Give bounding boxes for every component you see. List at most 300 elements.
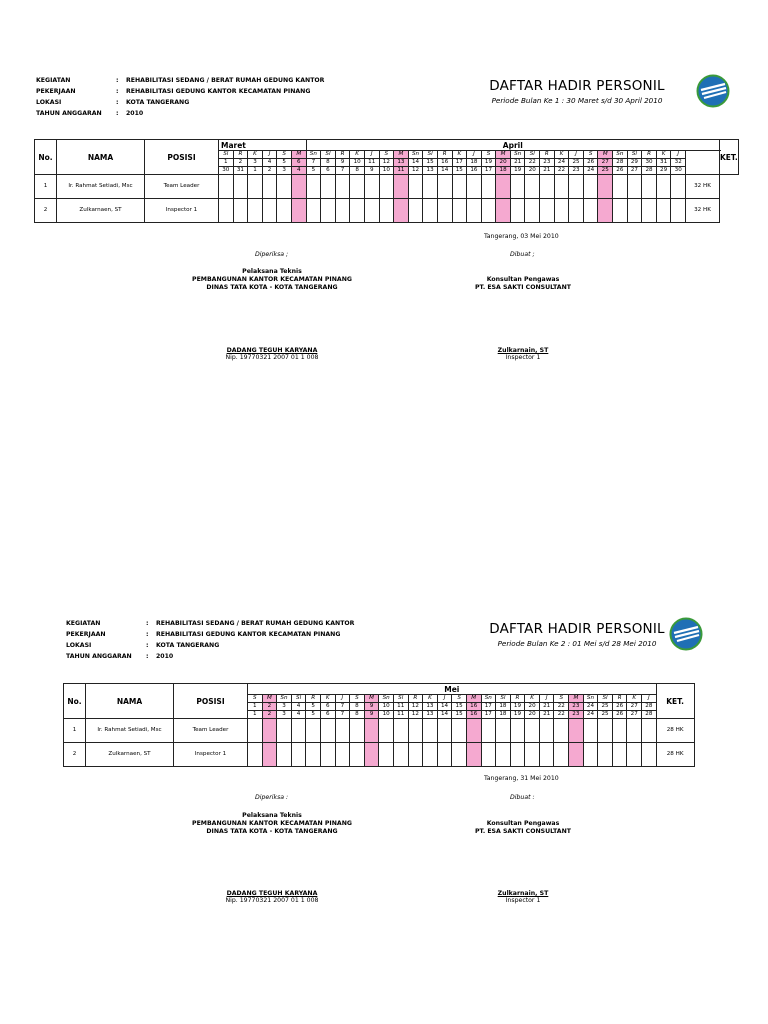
personnel-ket: 28 HK (656, 743, 694, 767)
kegiatan-value: REHABILITASI SEDANG / BERAT RUMAH GEDUNG KANTOR (126, 77, 325, 84)
attendance-cell (612, 719, 627, 743)
attendance-cell (291, 719, 306, 743)
pelaksana-nip: Nip. 19770321 2007 01 1 008 (225, 354, 319, 361)
pekerjaan-label: PEKERJAAN (66, 631, 106, 638)
date-cell: 13 (423, 711, 438, 719)
project-info (66, 618, 354, 662)
attendance-cell (569, 719, 584, 743)
day-name-cell: R (233, 151, 248, 159)
date-cell: 18 (496, 167, 511, 175)
day-name-cell: Sn (379, 695, 394, 703)
dibuat-label: Dibuat ; (510, 251, 535, 258)
pelaksana-project: PEMBANGUNAN KANTOR KECAMATAN PINANG (192, 820, 352, 827)
date-cell: 5 (306, 167, 321, 175)
colon: : (116, 88, 119, 95)
date-cell: 14 (437, 167, 452, 175)
tahun-label: TAHUN ANGGARAN (36, 110, 102, 117)
attendance-cell (320, 719, 335, 743)
tahun-value: 2010 (156, 653, 174, 660)
diperiksa-label: Diperiksa : (255, 794, 289, 801)
attendance-cell (350, 719, 365, 743)
place-date: Tangerang, 03 Mei 2010 (484, 233, 559, 240)
attendance-cell (613, 175, 628, 199)
colon: : (116, 77, 119, 84)
konsultan-company: PT. ESA SAKTI CONSULTANT (475, 828, 571, 835)
personnel-row (35, 175, 739, 199)
date-cell: 18 (467, 159, 482, 167)
attendance-cell (306, 199, 321, 223)
date-cell: 4 (262, 159, 277, 167)
personnel-posisi: Inspector 1 (174, 743, 248, 767)
attendance-cell (350, 175, 365, 199)
personnel-row (35, 199, 739, 223)
date-cell: 9 (364, 711, 379, 719)
attendance-cell (627, 199, 642, 223)
pekerjaan-label: PEKERJAAN (36, 88, 76, 95)
attendance-cell (423, 199, 438, 223)
day-name-cell: S (583, 151, 598, 159)
no-header: No. (35, 140, 57, 175)
lokasi-value: KOTA TANGERANG (156, 642, 220, 649)
attendance-cell (540, 175, 555, 199)
konsultan-name: Zulkarnain, ST (497, 347, 549, 354)
attendance-cell (350, 743, 365, 767)
date-cell: 23 (569, 711, 584, 719)
lokasi-label: LOKASI (66, 642, 92, 649)
date-cell: 16 (466, 703, 481, 711)
attendance-cell (452, 719, 467, 743)
day-name-cell: Sl (219, 151, 234, 159)
day-name-cell: K (452, 151, 467, 159)
attendance-cell (642, 175, 657, 199)
attendance-cell (613, 199, 628, 223)
attendance-table-2 (63, 683, 695, 767)
attendance-cell (510, 719, 525, 743)
project-info (36, 75, 324, 119)
attendance-cell (467, 175, 482, 199)
date-cell: 7 (335, 167, 350, 175)
date-cell: 25 (569, 159, 584, 167)
pelaksana-name: DADANG TEGUH KARYANA (226, 347, 318, 354)
day-name-cell: J (437, 695, 452, 703)
attendance-cell (598, 175, 613, 199)
date-cell: 20 (525, 711, 540, 719)
attendance-cell (510, 175, 525, 199)
attendance-cell (525, 175, 540, 199)
posisi-header: POSISI (145, 140, 219, 175)
attendance-cell (379, 719, 394, 743)
day-name-cell: R (510, 695, 525, 703)
day-name-cell: K (320, 695, 335, 703)
day-name-cell: Sn (277, 695, 292, 703)
attendance-cell (277, 199, 292, 223)
attendance-cell (496, 199, 511, 223)
attendance-cell (408, 199, 423, 223)
attendance-cell (219, 199, 234, 223)
attendance-cell (671, 199, 686, 223)
date-cell: 27 (598, 159, 613, 167)
day-name-cell: K (554, 151, 569, 159)
date-cell: 27 (627, 167, 642, 175)
konsultan-company: PT. ESA SAKTI CONSULTANT (475, 284, 571, 291)
attendance-cell (248, 743, 263, 767)
date-cell: 23 (569, 703, 584, 711)
konsultan-block (464, 276, 582, 292)
nama-header: NAMA (86, 684, 174, 719)
date-cell: 2 (262, 703, 277, 711)
nama-header: NAMA (57, 140, 145, 175)
date-cell: 6 (320, 703, 335, 711)
date-cell: 3 (277, 703, 292, 711)
date-cell: 22 (554, 167, 569, 175)
attendance-cell (656, 199, 671, 223)
attendance-cell (277, 743, 292, 767)
diperiksa-label: Diperiksa ; (255, 251, 289, 258)
day-name-cell: R (306, 695, 321, 703)
day-name-cell: J (642, 695, 657, 703)
day-name-cell: J (671, 151, 686, 159)
attendance-cell (554, 719, 569, 743)
attendance-cell (569, 199, 584, 223)
attendance-cell (554, 743, 569, 767)
attendance-cell (291, 199, 306, 223)
attendance-cell (627, 719, 642, 743)
attendance-cell (437, 719, 452, 743)
day-name-cell: J (335, 695, 350, 703)
personnel-ket: 32 HK (686, 175, 720, 199)
date-cell: 10 (379, 167, 394, 175)
attendance-cell (627, 175, 642, 199)
attendance-cell (248, 199, 263, 223)
date-cell: 24 (554, 159, 569, 167)
date-cell: 17 (481, 167, 496, 175)
day-name-cell: Sn (481, 695, 496, 703)
date-cell: 5 (277, 159, 292, 167)
date-cell: 25 (598, 703, 613, 711)
day-name-cell: R (642, 151, 657, 159)
attendance-cell (423, 743, 438, 767)
pelaksana-agency: DINAS TATA KOTA - KOTA TANGERANG (206, 828, 338, 835)
attendance-cell (583, 175, 598, 199)
date-cell: 14 (437, 711, 452, 719)
attendance-cell (364, 743, 379, 767)
date-cell: 6 (291, 159, 306, 167)
day-name-cell: J (262, 151, 277, 159)
date-cell: 18 (496, 711, 511, 719)
date-cell: 2 (233, 159, 248, 167)
attendance-cell (321, 199, 336, 223)
attendance-cell (262, 175, 277, 199)
personnel-nama: Ir. Rahmat Setiadi, Msc (86, 719, 174, 743)
title-text: DAFTAR HADIR PERSONIL (489, 621, 665, 637)
attendance-cell (598, 719, 613, 743)
colon: : (146, 642, 149, 649)
attendance-cell (467, 199, 482, 223)
date-cell: 3 (248, 159, 263, 167)
ket-header: KET. (656, 684, 694, 719)
personnel-row (64, 743, 695, 767)
attendance-cell (539, 743, 554, 767)
date-cell: 19 (510, 703, 525, 711)
date-cell: 12 (408, 711, 423, 719)
attendance-cell (540, 199, 555, 223)
date-cell: 16 (466, 711, 481, 719)
attendance-cell (437, 199, 452, 223)
pelaksana-name: DADANG TEGUH KARYANA (226, 890, 318, 897)
day-name-cell: S (554, 695, 569, 703)
period-subtitle: Periode Bulan Ke 2 : 01 Mei s/d 28 Mei 2010 (497, 639, 657, 648)
attendance-cell (394, 175, 409, 199)
colon: : (116, 110, 119, 117)
personnel-ket: 32 HK (686, 199, 720, 223)
attendance-cell (554, 199, 569, 223)
attendance-cell (598, 199, 613, 223)
personnel-nama: Ir. Rahmat Setiadi, Msc (57, 175, 145, 199)
date-cell: 7 (335, 703, 350, 711)
date-cell: 1 (219, 159, 234, 167)
konsultan-signature (478, 890, 568, 904)
attendance-cell (350, 199, 365, 223)
title-text: DAFTAR HADIR PERSONIL (489, 78, 665, 94)
date-cell: 19 (481, 159, 496, 167)
konsultan-role: Konsultan Pengawas (486, 276, 560, 283)
attendance-cell (598, 743, 613, 767)
personnel-nama: Zulkarnaen, ST (57, 199, 145, 223)
attendance-cell (481, 719, 496, 743)
pelaksana-role: Pelaksana Teknis (242, 268, 302, 275)
personnel-posisi: Team Leader (145, 175, 219, 199)
date-cell: 32 (671, 159, 686, 167)
date-cell: 8 (350, 703, 365, 711)
attendance-cell (291, 743, 306, 767)
date-cell: 20 (496, 159, 511, 167)
attendance-table-1 (34, 139, 739, 223)
attendance-cell (248, 175, 263, 199)
date-cell: 1 (248, 711, 263, 719)
attendance-cell (306, 719, 321, 743)
personnel-posisi: Inspector 1 (145, 199, 219, 223)
pelaksana-project: PEMBANGUNAN KANTOR KECAMATAN PINANG (192, 276, 352, 283)
day-name-cell: Sn (408, 151, 423, 159)
date-cell: 20 (525, 167, 540, 175)
personnel-ket: 28 HK (656, 719, 694, 743)
kegiatan-label: KEGIATAN (66, 620, 101, 627)
colon: : (116, 99, 119, 106)
date-cell: 27 (627, 711, 642, 719)
konsultan-position: Inspector 1 (505, 354, 541, 361)
day-name-cell: M (262, 695, 277, 703)
date-cell: 9 (364, 167, 379, 175)
date-cell: 4 (291, 167, 306, 175)
date-cell: 6 (320, 711, 335, 719)
day-name-cell: Sl (598, 695, 613, 703)
attendance-cell (569, 743, 584, 767)
attendance-cell (364, 175, 379, 199)
konsultan-block (464, 820, 582, 836)
attendance-cell (437, 175, 452, 199)
attendance-cell (408, 719, 423, 743)
konsultan-position: Inspector 1 (505, 897, 541, 904)
attendance-cell (452, 743, 467, 767)
month-label: Maret (219, 140, 307, 151)
date-cell: 15 (452, 167, 467, 175)
attendance-cell (320, 743, 335, 767)
date-cell: 11 (393, 711, 408, 719)
date-cell: 26 (613, 167, 628, 175)
attendance-cell (379, 199, 394, 223)
day-name-cell: J (569, 151, 584, 159)
date-cell: 11 (364, 159, 379, 167)
date-cell: 30 (671, 167, 686, 175)
attendance-cell (452, 199, 467, 223)
date-cell: 13 (394, 159, 409, 167)
date-cell: 26 (612, 703, 627, 711)
day-name-cell: Sl (525, 151, 540, 159)
date-cell: 5 (306, 703, 321, 711)
attendance-cell (481, 175, 496, 199)
day-name-cell: Sn (510, 151, 525, 159)
consultant-logo-icon (696, 74, 730, 108)
day-name-cell: M (291, 151, 306, 159)
date-cell: 24 (583, 703, 598, 711)
day-name-cell: M (466, 695, 481, 703)
date-cell: 3 (277, 167, 292, 175)
month-label: April (306, 140, 719, 151)
attendance-cell (466, 743, 481, 767)
attendance-cell (656, 175, 671, 199)
attendance-cell (364, 719, 379, 743)
attendance-cell (510, 743, 525, 767)
kegiatan-label: KEGIATAN (36, 77, 71, 84)
dibuat-label: Dibuat : (510, 794, 535, 801)
date-cell: 14 (437, 703, 452, 711)
date-cell: 15 (423, 159, 438, 167)
day-name-cell: M (364, 695, 379, 703)
pelaksana-role: Pelaksana Teknis (242, 812, 302, 819)
date-cell: 2 (262, 711, 277, 719)
attendance-cell (423, 719, 438, 743)
personnel-no: 1 (35, 175, 57, 199)
colon: : (146, 653, 149, 660)
attendance-cell (583, 719, 598, 743)
date-cell: 24 (583, 711, 598, 719)
day-name-cell: Sl (496, 695, 511, 703)
date-cell: 8 (350, 711, 365, 719)
day-name-cell: M (598, 151, 613, 159)
day-name-cell: J (467, 151, 482, 159)
attendance-cell (248, 719, 263, 743)
date-cell: 8 (321, 159, 336, 167)
day-name-cell: Sl (291, 695, 306, 703)
month-header-row (35, 140, 739, 151)
attendance-cell (642, 743, 657, 767)
attendance-cell (233, 199, 248, 223)
day-name-cell: Sl (423, 151, 438, 159)
day-name-cell: K (350, 151, 365, 159)
date-cell: 19 (510, 167, 525, 175)
day-name-cell: R (437, 151, 452, 159)
attendance-cell (394, 199, 409, 223)
day-name-cell: S (277, 151, 292, 159)
date-cell: 21 (539, 711, 554, 719)
tahun-value: 2010 (126, 110, 144, 117)
attendance-cell (335, 743, 350, 767)
date-cell: 29 (627, 159, 642, 167)
attendance-cell (277, 719, 292, 743)
day-name-cell: K (656, 151, 671, 159)
attendance-cell (277, 175, 292, 199)
attendance-cell (627, 743, 642, 767)
date-cell: 21 (510, 159, 525, 167)
day-name-cell: M (569, 695, 584, 703)
attendance-cell (466, 719, 481, 743)
date-cell: 4 (291, 703, 306, 711)
attendance-cell (423, 175, 438, 199)
date-cell: 1 (248, 703, 263, 711)
date-cell: 11 (394, 167, 409, 175)
colon: : (146, 631, 149, 638)
pelaksana-signature (212, 890, 332, 904)
attendance-cell (525, 199, 540, 223)
attendance-cell (306, 743, 321, 767)
attendance-cell (219, 175, 234, 199)
lokasi-value: KOTA TANGERANG (126, 99, 190, 106)
date-cell: 16 (467, 167, 482, 175)
date-cell: 4 (291, 711, 306, 719)
date-cell: 17 (481, 703, 496, 711)
attendance-cell (233, 175, 248, 199)
date-cell: 6 (321, 167, 336, 175)
date-cell: 23 (540, 159, 555, 167)
date-cell: 29 (656, 167, 671, 175)
attendance-cell (671, 175, 686, 199)
attendance-cell (496, 719, 511, 743)
date-cell: 16 (437, 159, 452, 167)
day-name-cell: S (248, 695, 263, 703)
attendance-cell (452, 175, 467, 199)
attendance-cell (262, 199, 277, 223)
date-cell: 18 (496, 703, 511, 711)
date-cell: 1 (248, 167, 263, 175)
attendance-cell (525, 719, 540, 743)
date-cell: 5 (306, 711, 321, 719)
day-name-cell: K (423, 695, 438, 703)
date-cell: 14 (408, 159, 423, 167)
date-cell: 15 (452, 711, 467, 719)
attendance-cell (583, 199, 598, 223)
date-cell: 22 (525, 159, 540, 167)
attendance-cell (496, 175, 511, 199)
attendance-cell (569, 175, 584, 199)
attendance-cell (262, 719, 277, 743)
attendance-cell (379, 175, 394, 199)
personnel-nama: Zulkarnaen, ST (86, 743, 174, 767)
attendance-cell (642, 719, 657, 743)
day-name-cell: Sl (321, 151, 336, 159)
date-cell: 9 (335, 159, 350, 167)
attendance-cell (262, 743, 277, 767)
period-subtitle: Periode Bulan Ke 1 : 30 Maret s/d 30 April 2010 (491, 96, 663, 105)
consultant-logo-icon (669, 617, 703, 651)
kegiatan-value: REHABILITASI SEDANG / BERAT RUMAH GEDUNG KANTOR (156, 620, 355, 627)
attendance-cell (496, 743, 511, 767)
day-name-cell: Sn (613, 151, 628, 159)
day-name-cell: K (248, 151, 263, 159)
day-name-cell: K (525, 695, 540, 703)
attendance-cell (437, 743, 452, 767)
date-cell: 28 (642, 711, 657, 719)
date-cell: 7 (306, 159, 321, 167)
